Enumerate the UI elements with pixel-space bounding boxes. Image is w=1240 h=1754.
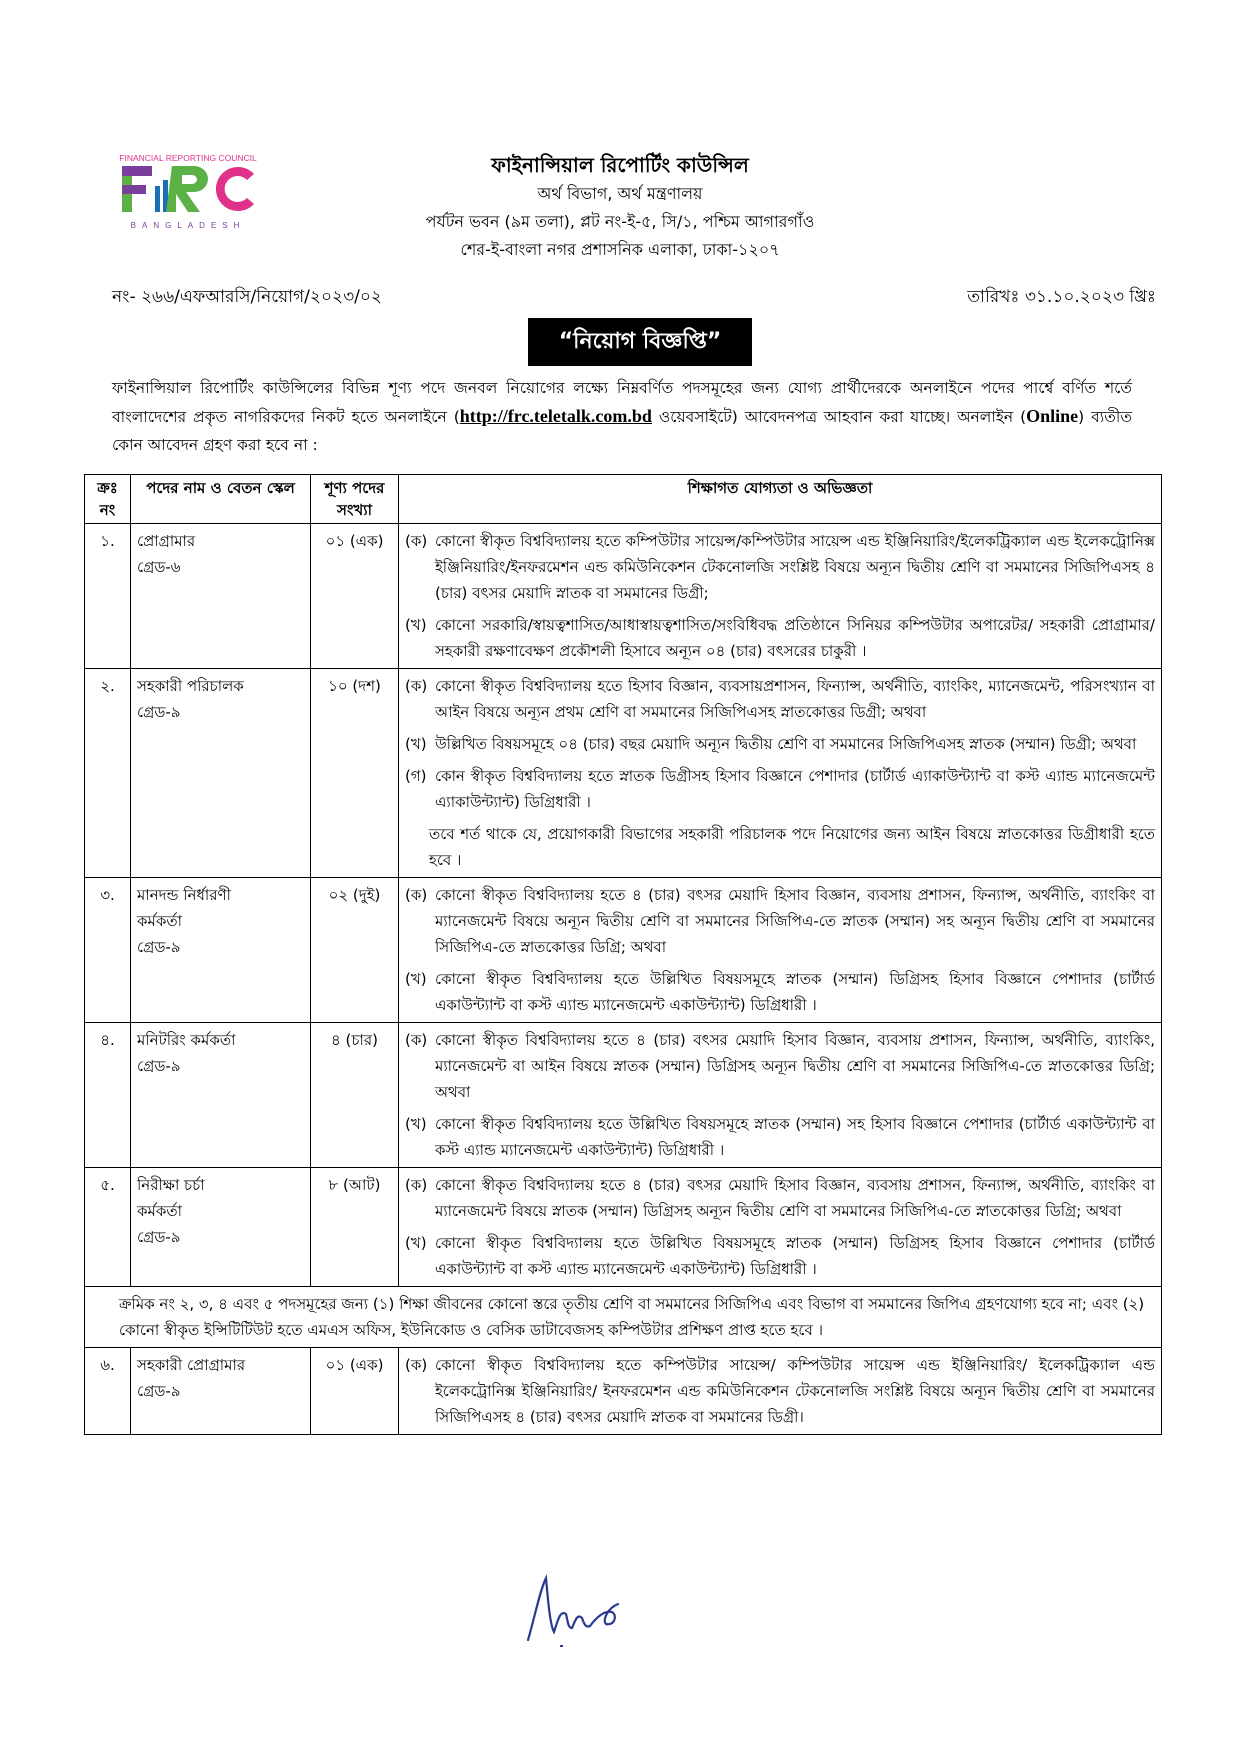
org-name: ফাইনান্সিয়াল রিপোর্টিং কাউন্সিল bbox=[491, 153, 749, 177]
intro-paragraph bbox=[112, 374, 1132, 459]
table-row bbox=[85, 524, 1162, 669]
criterion-label: (খ) bbox=[405, 616, 427, 634]
criterion bbox=[405, 612, 1155, 664]
criterion bbox=[405, 1172, 1155, 1224]
cell-vacancy: ১০ (দশ) bbox=[311, 669, 399, 878]
address-line-1: পর্যটন ভবন (৯ম তলা), প্লট নং-ই-৫, সি/১, পশ্চিম আগারগাঁও bbox=[425, 212, 815, 231]
criterion-label: (খ) bbox=[405, 970, 427, 988]
criterion bbox=[405, 1352, 1155, 1430]
post-line: সহকারী প্রোগ্রামার bbox=[137, 1356, 246, 1374]
general-note-row bbox=[85, 1287, 1162, 1348]
cell-serial: ২. bbox=[85, 669, 131, 878]
criterion bbox=[405, 1230, 1155, 1282]
criterion bbox=[405, 882, 1155, 960]
criterion bbox=[405, 763, 1155, 815]
cell-post bbox=[131, 1023, 311, 1168]
criterion-label: (ক) bbox=[405, 1356, 428, 1374]
criterion bbox=[405, 673, 1155, 725]
criterion bbox=[405, 1111, 1155, 1163]
criterion-label: (গ) bbox=[405, 767, 427, 785]
criterion-label: (ক) bbox=[405, 1176, 428, 1194]
criterion-text: কোনো স্বীকৃত বিশ্ববিদ্যালয় হতে ৪ (চার) বৎসর মেয়াদি হিসাব বিজ্ঞান, ব্যবসায় প্রশাসন, ফিন্যান্স, অর্থনীতি, ব্যাংকিং, ম্যানেজমেন্ট বা আইন বিষয়ে স্নাতক (সম্মান) ডিগ্রিসহ অন্যূন দ্বিতীয় শ্রেণি বা সমমানের সিজিপিএ-তে স্নাতকোত্তর ডিগ্রি; অথবা bbox=[435, 1031, 1155, 1101]
table-header-row bbox=[85, 475, 1162, 524]
post-line: মনিটরিং কর্মকর্তা bbox=[137, 1031, 236, 1049]
cell-post bbox=[131, 878, 311, 1023]
general-note: ক্রমিক নং ২, ৩, ৪ এবং ৫ পদসমূহের জন্য (১) শিক্ষা জীবনের কোনো স্তরে তৃতীয় শ্রেণি বা সমমানের সিজিপিএ এবং বিভাগ বা সমমানের জিপিএ গ্রহণযোগ্য হবে না; এবং (২) কোনো স্বীকৃত ইন্সিটিটিউট হতে এমএস অফিস, ইউনিকোড ও বেসিক ডাটাবেজসহ কম্পিউটার প্রশিক্ষণ প্রাপ্ত হতে হবে । bbox=[85, 1287, 1162, 1348]
criterion-text: কোন স্বীকৃত বিশ্ববিদ্যালয় হতে স্নাতক ডিগ্রীসহ হিসাব বিজ্ঞানে পেশাদার (চার্টার্ড এ্যাকাউন্ট্যান্ট বা কস্ট এ্যান্ড ম্যানেজমেন্ট এ্যাকাউন্ট্যান্ট) ডিগ্রিধারী । bbox=[435, 767, 1155, 811]
criterion-label: (ক) bbox=[405, 532, 428, 550]
criterion bbox=[405, 731, 1155, 757]
cell-qualification bbox=[399, 1348, 1162, 1435]
intro-text-2: ওয়েবসাইটে) আবেদনপত্র আহবান করা যাচ্ছে। অনলাইন ( bbox=[651, 408, 1027, 426]
cell-qualification bbox=[399, 1168, 1162, 1287]
criterion-text: কোনো স্বীকৃত বিশ্ববিদ্যালয় হতে হিসাব বিজ্ঞান, ব্যবসায়প্রশাসন, ফিন্যান্স, অর্থনীতি, ব্যাংকিং, ম্যানেজমেন্ট, পরিসংখ্যান বা আইন বিষয়ে অন্যূন প্রথম শ্রেণি বা সমমানের সিজিপিএসহ স্নাতকোত্তর ডিগ্রী; অথবা bbox=[435, 677, 1155, 721]
logo-mark bbox=[122, 166, 254, 212]
header-post: পদের নাম ও বেতন স্কেল bbox=[131, 475, 311, 524]
cell-vacancy: ০২ (দুই) bbox=[311, 878, 399, 1023]
criterion-text: উল্লিখিত বিষয়সমূহে ০৪ (চার) বছর মেয়াদি অন্যূন দ্বিতীয় শ্রেণি বা সমমানের সিজিপিএসহ স্নাতক (সম্মান) ডিগ্রী; অথবা bbox=[435, 735, 1137, 753]
criterion-label: (খ) bbox=[405, 1115, 427, 1133]
online-word: Online bbox=[1026, 406, 1079, 426]
criterion-text: কোনো সরকারি/স্বায়ত্বশাসিত/আধাস্বায়ত্বশাসিত/সংবিধিবদ্ধ প্রতিষ্ঠানে সিনিয়র কম্পিউটার অপারেটর/ সহকারী প্রোগ্রামার/ সহকারী রক্ষণাবেক্ষণ প্রকৌশলী হিসাবে অন্যূন ০৪ (চার) বৎসরের চাকুরী । bbox=[435, 616, 1155, 660]
cell-qualification bbox=[399, 878, 1162, 1023]
criterion-text: কোনো স্বীকৃত বিশ্ববিদ্যালয় হতে ৪ (চার) বৎসর মেয়াদি হিসাব বিজ্ঞান, ব্যবসায় প্রশাসন, ফিন্যান্স, অর্থনীতি, ব্যাংকিং বা ম্যানেজমেন্ট বিষয়ে অন্যূন দ্বিতীয় শ্রেণি বা সমমানের সিজিপিএ-তে স্নাতক (সম্মান) সহ অন্যূন দ্বিতীয় শ্রেণি বা সমমানের সিজিপিএ-তে স্নাতকোত্তর ডিগ্রি; অথবা bbox=[435, 886, 1155, 956]
cell-post bbox=[131, 1348, 311, 1435]
logo-caption: FINANCIAL REPORTING COUNCIL bbox=[119, 153, 257, 163]
criterion-text: কোনো স্বীকৃত বিশ্ববিদ্যালয় হতে কম্পিউটার সায়েন্স/কম্পিউটার সায়েন্স এন্ড ইঞ্জিনিয়ারিং/ইলেকট্রিক্যাল এন্ড ইলেকট্রোনিক্স ইঞ্জিনিয়ারিং/ইনফরমেশন এন্ড কমিউনিকেশন টেকনোলজি সংশ্লিষ্ট বিষয়ে অন্যূন দ্বিতীয় শ্রেণি বা সমমানের সিজিপিএসহ ৪ (চার) বৎসর মেয়াদি স্নাতক বা সমমানের ডিগ্রী; bbox=[435, 532, 1155, 602]
application-url[interactable]: http://frc.teletalk.com.bd bbox=[459, 406, 652, 426]
signature bbox=[520, 1570, 640, 1650]
ministry-name: অর্থ বিভাগ, অর্থ মন্ত্রণালয় bbox=[537, 184, 703, 203]
vacancy-table bbox=[84, 474, 1162, 1435]
cell-vacancy: ৮ (আট) bbox=[311, 1168, 399, 1287]
criterion-label: (ক) bbox=[405, 677, 428, 695]
reference-number: নং- ২৬৬/এফআরসি/নিয়োগ/২০২৩/০২ bbox=[112, 287, 382, 307]
cell-post bbox=[131, 1168, 311, 1287]
post-line: কর্মকর্তা bbox=[137, 912, 182, 930]
frc-logo bbox=[108, 152, 268, 232]
criterion bbox=[405, 966, 1155, 1018]
criterion-label: (ক) bbox=[405, 886, 428, 904]
cell-serial: ৫. bbox=[85, 1168, 131, 1287]
post-line: গ্রেড-৯ bbox=[137, 1228, 181, 1246]
cell-post bbox=[131, 669, 311, 878]
criterion-text: কোনো স্বীকৃত বিশ্ববিদ্যালয় হতে কম্পিউটার সায়েন্স/ কম্পিউটার সায়েন্স এন্ড ইঞ্জিনিয়ারিং/ ইলেকট্রিক্যাল এন্ড ইলেকট্রোনিক্স ইঞ্জিনিয়ারিং/ ইনফরমেশন এন্ড কমিউনিকেশন টেকনোলজি সংশ্লিষ্ট বিষয়ে অন্যূন দ্বিতীয় শ্রেণি বা সমমানের সিজিপিএসহ ৪ (চার) বৎসর মেয়াদি স্নাতক বা সমমানের ডিগ্রী। bbox=[435, 1356, 1155, 1426]
header-vacancy: শূণ্য পদের সংখ্যা bbox=[311, 475, 399, 524]
post-line: মানদন্ড নির্ধারণী bbox=[137, 886, 231, 904]
cell-serial: ৪. bbox=[85, 1023, 131, 1168]
post-line: সহকারী পরিচালক bbox=[137, 677, 244, 695]
criterion-text: কোনো স্বীকৃত বিশ্ববিদ্যালয় হতে ৪ (চার) বৎসর মেয়াদি হিসাব বিজ্ঞান, ব্যবসায় প্রশাসন, ফিন্যান্স, অর্থনীতি, ব্যাংকিং বা ম্যানেজমেন্ট বিষয়ে স্নাতক (সম্মান) ডিগ্রিসহ অন্যূন দ্বিতীয় শ্রেণি বা সমমানের সিজিপিএ-তে স্নাতকোত্তর ডিগ্রি; অথবা bbox=[435, 1176, 1155, 1220]
cell-post bbox=[131, 524, 311, 669]
table-row bbox=[85, 1023, 1162, 1168]
criterion-text: কোনো স্বীকৃত বিশ্ববিদ্যালয় হতে উল্লিখিত বিষয়সমূহে স্নাতক (সম্মান) ডিগ্রিসহ হিসাব বিজ্ঞানে পেশাদার (চার্টার্ড একাউন্ট্যান্ট বা কস্ট এ্যান্ড ম্যানেজমেন্ট একাউন্ট্যান্ট) ডিগ্রিধারী । bbox=[435, 1234, 1155, 1278]
cell-serial: ৩. bbox=[85, 878, 131, 1023]
table-row bbox=[85, 878, 1162, 1023]
header-serial: ক্রঃ নং bbox=[85, 475, 131, 524]
post-line: গ্রেড-৬ bbox=[137, 558, 181, 576]
post-line: কর্মকর্তা bbox=[137, 1202, 182, 1220]
cell-qualification bbox=[399, 524, 1162, 669]
criterion-text: কোনো স্বীকৃত বিশ্ববিদ্যালয় হতে উল্লিখিত বিষয়সমূহে স্নাতক (সম্মান) সহ হিসাব বিজ্ঞানে পেশাদার (চার্টার্ড একাউন্ট্যান্ট বা কস্ট এ্যান্ড ম্যানেজমেন্ট একাউন্ট্যান্ট) ডিগ্রিধারী । bbox=[435, 1115, 1155, 1159]
table-row bbox=[85, 1348, 1162, 1435]
header-qualification: শিক্ষাগত যোগ্যতা ও অভিজ্ঞতা bbox=[399, 475, 1162, 524]
cell-vacancy: ৪ (চার) bbox=[311, 1023, 399, 1168]
criterion bbox=[405, 528, 1155, 606]
cell-serial: ৬. bbox=[85, 1348, 131, 1435]
address-line-2: শের-ই-বাংলা নগর প্রশাসনিক এলাকা, ঢাকা-১২০৭ bbox=[460, 240, 780, 259]
intro-text-3: ) ব্যতীত কোন আবেদন গ্রহণ করা হবে না : bbox=[112, 408, 1132, 454]
notice-date: তারিখঃ ৩১.১০.২০২৩ খ্রিঃ bbox=[967, 287, 1156, 307]
post-line: নিরীক্ষা চর্চা bbox=[137, 1176, 205, 1194]
criterion-text: কোনো স্বীকৃত বিশ্ববিদ্যালয় হতে উল্লিখিত বিষয়সমূহে স্নাতক (সম্মান) ডিগ্রিসহ হিসাব বিজ্ঞানে পেশাদার (চার্টার্ড একাউন্ট্যান্ট বা কস্ট এ্যান্ড ম্যানেজমেন্ট একাউন্ট্যান্ট) ডিগ্রিধারী । bbox=[435, 970, 1155, 1014]
post-line: গ্রেড-৯ bbox=[137, 938, 181, 956]
cell-vacancy: ০১ (এক) bbox=[311, 1348, 399, 1435]
post-line: গ্রেড-৯ bbox=[137, 1057, 181, 1075]
post-line: প্রোগ্রামার bbox=[137, 532, 196, 550]
cell-qualification bbox=[399, 1023, 1162, 1168]
post-line: গ্রেড-৯ bbox=[137, 1382, 181, 1400]
cell-qualification bbox=[399, 669, 1162, 878]
table-row bbox=[85, 669, 1162, 878]
notice-title: “নিয়োগ বিজ্ঞপ্তি” bbox=[528, 318, 752, 366]
criterion-label: (ক) bbox=[405, 1031, 428, 1049]
criterion-note: তবে শর্ত থাকে যে, প্রয়োগকারী বিভাগের সহকারী পরিচালক পদে নিয়োগের জন্য আইন বিষয়ে স্নাতকোত্তর ডিগ্রীধারী হতে হবে । bbox=[429, 825, 1155, 869]
intro-text-1: ফাইনান্সিয়াল রিপোর্টিং কাউন্সিলের বিভিন্ন শূণ্য পদে জনবল নিয়োগের লক্ষ্যে নিম্নবর্ণিত পদসমূহের জন্য যোগ্য প্রার্থীদেরকে অনলাইনে পদের পার্শ্বে বর্ণিত শর্তে বাংলাদেশের প্রকৃত নাগরিকদের নিকট হতে অনলাইনে ( bbox=[112, 379, 1132, 426]
logo-country: BANGLADESH bbox=[130, 221, 246, 230]
criterion-label: (খ) bbox=[405, 1234, 427, 1252]
cell-serial: ১. bbox=[85, 524, 131, 669]
table-row bbox=[85, 1168, 1162, 1287]
criterion bbox=[405, 1027, 1155, 1105]
criterion-label: (খ) bbox=[405, 735, 427, 753]
post-line: গ্রেড-৯ bbox=[137, 703, 181, 721]
cell-vacancy: ০১ (এক) bbox=[311, 524, 399, 669]
org-header bbox=[300, 150, 940, 264]
